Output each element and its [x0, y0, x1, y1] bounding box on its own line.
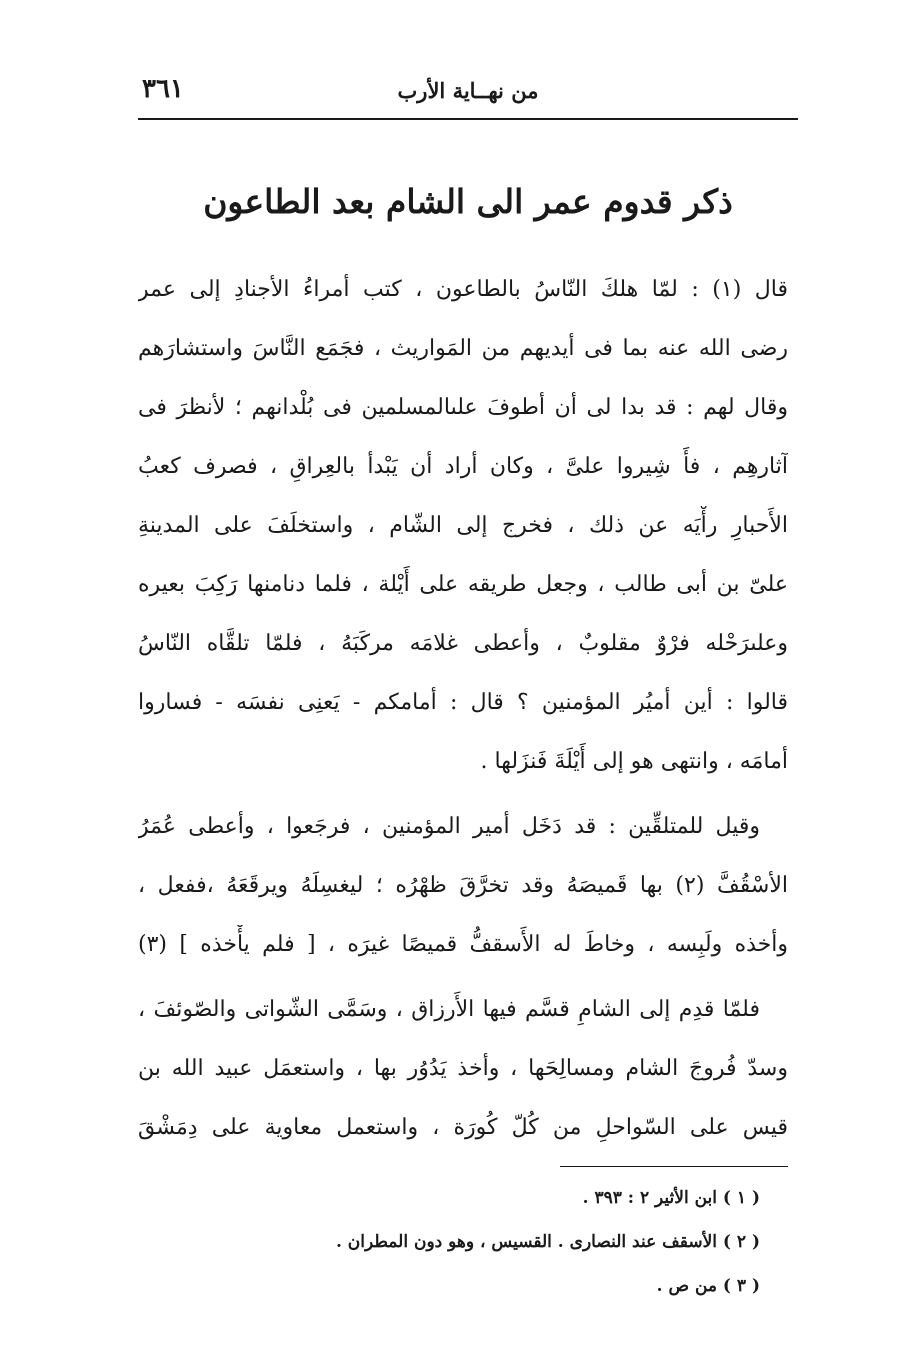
footnote-2: ( ٢ ) الأسقف عند النصارى . القسيس ، وهو دون المطران .	[335, 1232, 760, 1252]
text-line: الأَحبارِ رأْيَه عن ذلك ، فخرج إلى الشّام ، واستخلَفَ على المدينةِ	[138, 513, 788, 538]
text-line: قالوا : أين أميُر المؤمنين ؟ قال : أمامكم - يَعنِى نفسَه - فساروا	[138, 690, 788, 715]
text-line: وقال لهم : قد بدا لى أن أطوفَ علىالمسلمين فى بُلْدانهم ؛ لأنظرَ فى	[138, 395, 788, 420]
text-line: فلمّا قدِم إلى الشامِ قسَّم فيها الأَرزاق ، وسَمَّى الشّواتى والصّوئفَ ،	[138, 997, 760, 1022]
text-line: آثارهِم ، فأَ شِيروا علىَّ ، وكان أراد أن يَبْدأ بالعِراقِ ، فصرف كعبُ	[138, 454, 788, 479]
running-title: من نهــاية الأرب	[397, 78, 539, 103]
paragraph-3	[138, 990, 788, 1167]
paragraph-1	[138, 270, 788, 801]
chapter-title: ذكر قدوم عمر الى الشام بعد الطاعون	[203, 182, 733, 221]
text-line: وسدّ فُروجَ الشام ومسالِحَها ، وأخذ يَدُوُر بها ، واستعمَل عبيد الله بن	[138, 1056, 788, 1081]
text-line: قيس على السّواحلِ من كُلّ كُورَة ، واستعمل معاوية على دِمَشْقَ	[138, 1115, 788, 1140]
text-line: وعلىرَحْله فرْوٌ مقلوبٌ ، وأعطى غلامَه مركَبَهُ ، فلمّا تلقَّاه النّاسُ	[138, 631, 788, 656]
text-line: وقيل للمتلقِّين : قد دَخَل أمير المؤمنين ، فرجَعوا ، وأعطى عُمَرُ	[138, 814, 760, 839]
running-header	[138, 72, 798, 118]
page-number: ٣٦١	[142, 74, 184, 104]
header-rule	[138, 118, 798, 120]
footnotes	[200, 1184, 760, 1316]
footnote-1: ( ١ ) ابن الأثير ٢ : ٣٩٣ .	[582, 1188, 760, 1208]
text-line: أمامَه ، وانتهى هو إلى أَيْلَةَ فَنزَلها .	[480, 749, 788, 774]
text-line: الأسْقُفَّ (٢) بها قَميصَهُ وقد تخرَّقَ ظهْرُه ؛ ليغسِلَهُ ويرقَعَهُ ،ففعل ،	[138, 873, 788, 898]
text-line: رضى الله عنه بما فى أيديهم من المَواريث ، فجَمَع النَّاسَ واستشارَهم	[138, 336, 788, 361]
paragraph-2	[138, 807, 788, 984]
text-line: قال (١) : لمّا هلكَ النّاسُ بالطاعون ، كتب أمراءُ الأجنادِ إلى عمر	[138, 277, 788, 302]
body-text	[138, 270, 788, 1167]
text-line: علىّ بن أبى طالب ، وجعل طريقه على أَيْلة ، فلما دنامنها رَكِبَ بعيره	[138, 572, 788, 597]
footnote-3: ( ٣ ) من ص .	[656, 1276, 760, 1296]
footnote-rule	[560, 1166, 788, 1167]
text-line: وأخذه ولَبِسه ، وخاطَ له الأَسقفُّ قميصًا غيرَه ، [ فلم يأْخذه ] (٣)	[138, 932, 788, 957]
